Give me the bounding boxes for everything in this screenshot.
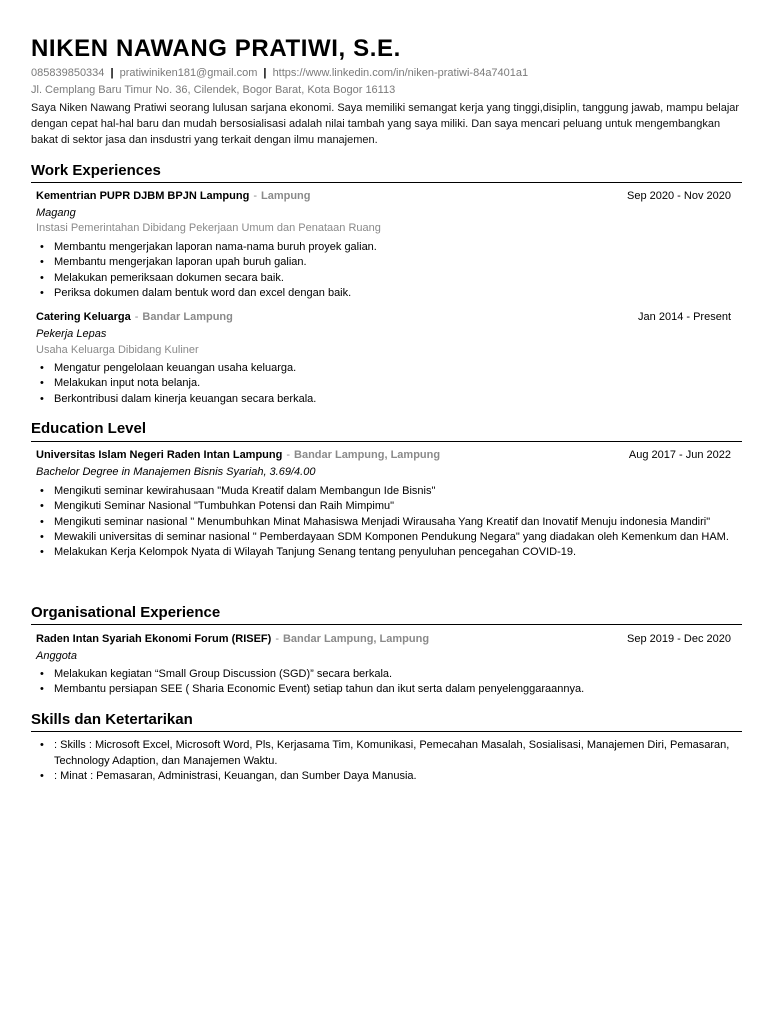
contact-separator: |	[263, 67, 267, 79]
job-role: Pekerja Lepas	[36, 328, 107, 340]
organisation-entry-header	[36, 633, 731, 649]
location: Lampung	[260, 190, 311, 202]
linkedin-link[interactable]: https://www.linkedin.com/in/niken-pratiwi-84a7401a1	[272, 67, 529, 79]
section-title-work: Work Experiences	[31, 162, 161, 179]
profile-summary: Saya Niken Nawang Pratiwi seorang lulusan sarjana ekonomi. Saya memiliki semangat kerja yang tinggi,disiplin, tanggung jawab, mampu belajar dengan cepat hal-hal baru dan mudah bersosialisasi adalah nilai tambah yang saya miliki. Dan saya mencari peluang untuk mengembangkan bakat di sektor jasa dan insdustri yang terkait dengan ilmu manajemen.	[31, 102, 740, 146]
section-divider	[31, 731, 742, 732]
separator-dash: -	[134, 311, 139, 323]
separator-dash: -	[275, 633, 279, 645]
work-entry-header	[36, 311, 731, 327]
duties-list	[36, 361, 736, 407]
institution-name: Universitas Islam Negeri Raden Intan Lampung	[36, 449, 283, 461]
section-title-organisation: Organisational Experience	[31, 604, 221, 621]
separator-dash: -	[286, 449, 291, 461]
list-item: • Melakukan kegiatan “Small Group Discussion (SGD)” secara berkala.	[36, 667, 736, 682]
list-item: • Periksa dokumen dalam bentuk word dan excel dengan baik.	[36, 286, 736, 301]
candidate-name: NIKEN NAWANG PRATIWI, S.E.	[31, 35, 401, 62]
address: Jl. Cemplang Baru Timur No. 36, Cilendek, Bogor Barat, Kota Bogor 16113	[31, 84, 396, 96]
organization-name: Kementrian PUPR DJBM BPJN Lampung	[36, 190, 250, 202]
org-description: Usaha Keluarga Dibidang Kuliner	[36, 344, 199, 356]
list-item: • Mengikuti seminar kewirahusaan "Muda Kreatif dalam Membangun Ide Bisnis"	[36, 484, 736, 499]
location: Bandar Lampung, Lampung	[294, 449, 441, 461]
org-description: Instasi Pemerintahan Dibidang Pekerjaan Umum dan Penataan Ruang	[36, 222, 381, 234]
list-item: • Membantu persiapan SEE ( Sharia Economic Event) setiap tahun dan ikut serta dalam penyelenggaraannya.	[36, 682, 736, 697]
work-entry-header	[36, 190, 731, 206]
organisation-role: Anggota	[36, 650, 77, 662]
contact-line	[31, 67, 528, 79]
list-item: • Melakukan Kerja Kelompok Nyata di Wilayah Tanjung Senang tentang penyuluhan pencegahan COVID-19.	[36, 545, 736, 560]
list-item: • Membantu mengerjakan laporan nama-nama buruh proyek galian.	[36, 240, 736, 255]
section-title-skills: Skills dan Ketertarikan	[31, 711, 193, 728]
organization-name: Raden Intan Syariah Ekonomi Forum (RISEF)	[36, 633, 272, 645]
date-range: Sep 2019 - Dec 2020	[627, 633, 731, 645]
degree: Bachelor Degree in Manajemen Bisnis Syariah, 3.69/4.00	[36, 466, 316, 478]
date-range: Aug 2017 - Jun 2022	[628, 449, 731, 461]
education-entry-header	[36, 449, 731, 465]
organization-name: Catering Keluarga	[36, 311, 131, 323]
list-item: • Mengikuti seminar nasional " Menumbuhkan Minat Mahasiswa Menjadi Wirausaha Yang Kreatif dan Inovatif Menuju indonesia Mandiri"	[36, 515, 736, 530]
section-divider	[31, 182, 742, 183]
date-range: Sep 2020 - Nov 2020	[627, 190, 731, 202]
section-divider	[31, 441, 742, 442]
skills-list	[36, 738, 736, 785]
list-item: • Mengikuti Seminar Nasional "Tumbuhkan Potensi dan Raih Mimpimu"	[36, 499, 736, 514]
list-item: • Melakukan input nota belanja.	[36, 376, 736, 391]
list-item: • : Skills : Microsoft Excel, Microsoft Word, Pls, Kerjasama Tim, Komunikasi, Pemecahan Masalah, Sosialisasi, Manajemen Diri, Pemasaran, Technology Adaption, dan Manajemen Waktu.	[36, 738, 736, 769]
separator-dash: -	[253, 190, 257, 202]
list-item: • Berkontribusi dalam kinerja keuangan secara berkala.	[36, 392, 736, 407]
list-item: • Melakukan pemeriksaan dokumen secara baik.	[36, 271, 736, 286]
duties-list	[36, 240, 736, 301]
section-divider	[31, 624, 742, 625]
contact-separator: |	[110, 67, 114, 79]
organisation-activities-list	[36, 667, 736, 698]
list-item: • Membantu mengerjakan laporan upah buruh galian.	[36, 255, 736, 270]
list-item: • Mengatur pengelolaan keuangan usaha keluarga.	[36, 361, 736, 376]
education-activities-list	[36, 484, 736, 560]
list-item: • Mewakili universitas di seminar nasional " Pemberdayaan SDM Komponen Pendukung Negara" yang diadakan oleh Kemenkum dan HAM.	[36, 530, 736, 545]
section-title-education: Education Level	[31, 420, 147, 437]
location: Bandar Lampung, Lampung	[282, 633, 430, 645]
location: Bandar Lampung	[142, 311, 233, 323]
job-role: Magang	[36, 207, 76, 219]
list-item: • : Minat : Pemasaran, Administrasi, Keuangan, dan Sumber Daya Manusia.	[36, 769, 736, 785]
email-link[interactable]: pratiwiniken181@gmail.com	[119, 67, 258, 79]
date-range: Jan 2014 - Present	[638, 311, 731, 323]
phone-number: 085839850334	[31, 67, 105, 79]
